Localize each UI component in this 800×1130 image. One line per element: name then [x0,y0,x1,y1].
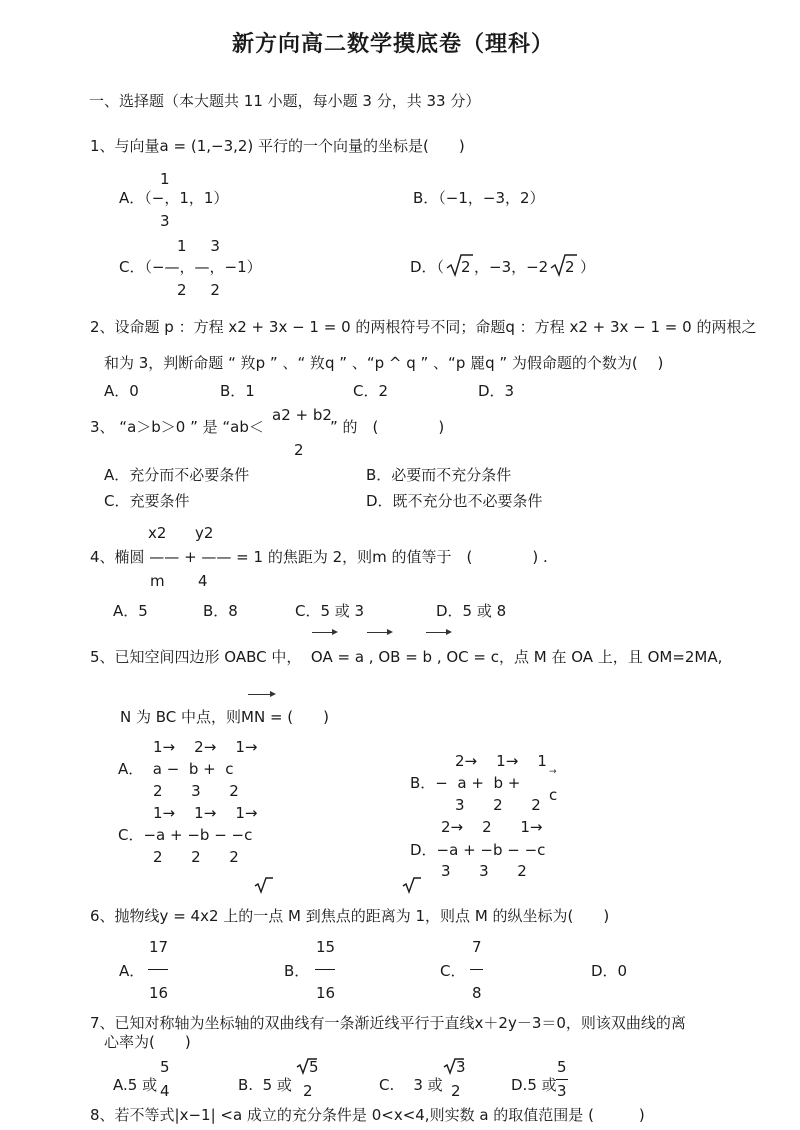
question-7-line-1: 7、已知对称轴为坐标轴的双曲线有一条渐近线平行于直线x＋2y－3＝0，则该双曲线的离 [90,1014,686,1032]
option-b: B．− a + b + [410,774,521,792]
question-2-line-2: 和为 3，判断命题 “ 䍩p ” 、“ 䍩q ” 、“p ^ q ” 、“p 䍡q ” 为假命题的个数为( ) [104,354,664,372]
option-c-denominator: 8 [472,984,482,1002]
option-d-label: D．（ [410,258,445,276]
sqrt-icon [254,876,274,894]
option-d: D．−a + −b − −c [410,841,546,859]
question-3-stem-end: ” 的 ( ) [330,418,445,436]
option-a-numerator: 5 [160,1058,170,1076]
option-b: B．1 [220,382,255,400]
question-3-stem: 3、 “a＞b＞0 ” 是 “ab＜ [90,418,264,436]
option-c: C．充要条件 [104,492,190,510]
option-c-numerator: 7 [472,938,482,956]
option-a-numerator: 17 [149,938,169,956]
option-a-denominators: 2 3 2 [153,782,239,800]
option-d-label: D.5 或 [511,1076,557,1094]
option-c: C．2 [353,382,389,400]
option-c-label: C． [440,962,466,980]
option-b: B．必要而不充分条件 [366,466,512,484]
fraction-bar [470,969,483,970]
option-d-numerator: 5 [557,1058,567,1076]
fraction-denominator: 2 [294,441,304,459]
question-5-line-1: 5、已知空间四边形 OABC 中， OA = a , OB = b , OC = c，点 M 在 OA 上，且 OM=2MA, [90,648,723,666]
fraction-bar [556,1079,568,1080]
option-b: B．（−1，−3，2） [413,189,545,207]
vector-arrow-oa [312,632,336,633]
option-c-label: C. 3 或 [379,1076,443,1094]
option-d-middle: ，−3，−2 [474,258,549,276]
option-c-numerators: 1 3 [177,237,220,255]
option-c: C．−a + −b − −c [118,826,253,844]
question-2-line-1: 2、设命题 p ：方程 x2 + 3x − 1 = 0 的两根符号不同；命题q ：方程 x2 + 3x − 1 = 0 的两根之 [90,318,757,336]
option-c-denominators: 2 2 2 [153,848,239,866]
option-c: C．（−—，—，−1） [119,258,262,276]
fraction-bar [315,969,335,970]
option-d: D．5 或 8 [436,602,507,620]
option-b-denominator: 16 [316,984,336,1002]
option-a-numerators: 1→ 2→ 1→ [153,738,258,756]
vector-arrow-icon: → [549,767,557,777]
question-5-line-2: N 为 BC 中点，则MN = ( ) [120,708,329,726]
option-d-radicand-2: 2 [565,258,575,276]
option-d-radicand-1: 2 [461,258,471,276]
fraction-numerator: a2 + b2 [272,406,332,424]
section-heading: 一、选择题（本大题共 11 小题，每小题 3 分，共 33 分） [89,92,481,110]
option-a-denominator: 3 [160,212,170,230]
option-a-label: A． [119,962,145,980]
option-a: A．0 [104,382,139,400]
option-a: A．5 [113,602,148,620]
question-1-stem: 1、与向量a = (1,−3,2) 平行的一个向量的坐标是( ) [90,137,465,155]
option-d-close: ） [580,258,596,276]
option-a: A．（−，1，1） [119,189,229,207]
option-a-label: A.5 或 [113,1076,158,1094]
fraction-bar [148,969,168,970]
vector-arrow-ob [367,632,391,633]
option-a-denominator: 4 [160,1082,170,1100]
question-6-stem: 6、抛物线y = 4x2 上的一点 M 到焦点的距离为 1，则点 M 的纵坐标为( ) [90,907,610,925]
question-4-stem: 4、椭圆 —— + —— = 1 的焦距为 2，则m 的值等于 ( ) . [90,548,548,566]
fraction-denominators: m 4 [150,572,208,590]
question-7-line-2: 心率为( ) [104,1033,191,1051]
question-8-stem: 8、若不等式|x−1| <a 成立的充分条件是 0<x<4,则实数 a 的取值范围是 ( ) [90,1106,645,1124]
option-d-numerators: 2→ 2 1→ [441,818,543,836]
option-a: A． a − b + c [118,760,234,778]
option-b-denominators: 3 2 2 [455,796,541,814]
option-d-denominators: 3 3 2 [441,862,527,880]
option-d: D．3 [478,382,515,400]
option-b-label: B. 5 或 [238,1076,292,1094]
option-b-numerator: 5 [309,1058,319,1076]
option-c-numerators: 1→ 1→ 1→ [153,804,258,822]
option-a-denominator: 16 [149,984,169,1002]
option-b-denominator: 2 [303,1082,313,1100]
option-d: D．既不充分也不必要条件 [366,492,543,510]
option-b: B．8 [203,602,238,620]
vector-arrow-mn [248,694,274,695]
page-title: 新方向高二数学摸底卷（理科） [232,32,555,57]
fraction-numerators: x2 y2 [148,524,214,542]
vector-arrow-oc [426,632,450,633]
option-b-numerators: 2→ 1→ 1 [455,752,547,770]
option-a: A．充分而不必要条件 [104,466,250,484]
option-b-vector-c: c [549,786,558,804]
sqrt-icon [402,876,422,894]
option-d: D．0 [591,962,628,980]
option-b-numerator: 15 [316,938,336,956]
option-c-denominators: 2 2 [177,281,220,299]
option-c-numerator: 3 [456,1058,466,1076]
option-d-denominator: 3 [557,1082,567,1100]
option-b-label: B． [284,962,310,980]
option-a-numerator: 1 [160,170,170,188]
option-c: C．5 或 3 [295,602,365,620]
option-c-denominator: 2 [451,1082,461,1100]
